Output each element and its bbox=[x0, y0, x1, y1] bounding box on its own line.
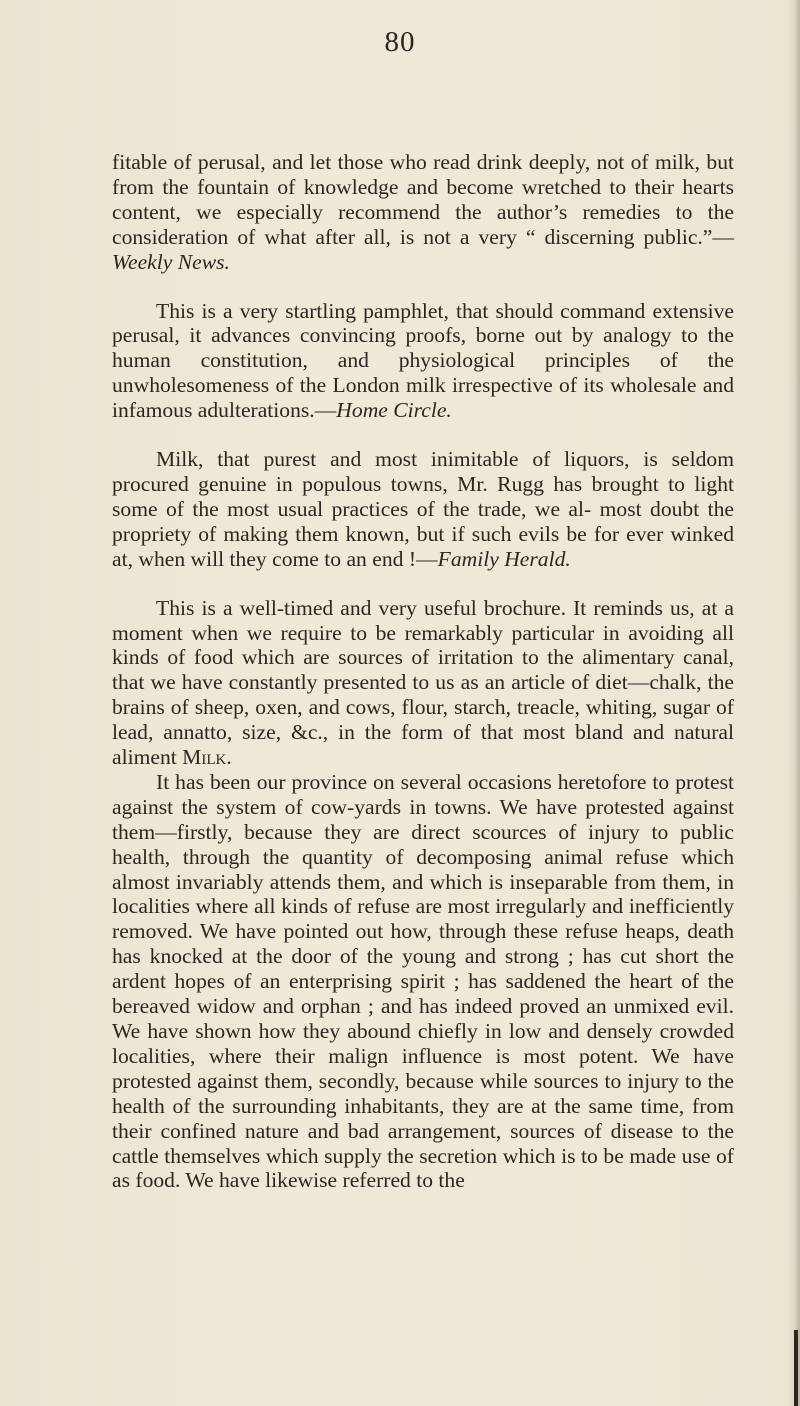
review-paragraph-brochure bbox=[112, 596, 734, 770]
review-paragraph-cow-yards bbox=[112, 770, 734, 1193]
source-citation: Home Circle. bbox=[336, 398, 452, 423]
paragraph-text: fitable of perusal, and let those who read drink deeply, not of milk, but from the fountain of knowledge and become wretched to their hearts content, we especially recommend the author’s remedies to the consideration of what after all, is not a very “ discerning public.”— bbox=[112, 150, 734, 249]
paragraph-text: This is a very startling pamphlet, that should command extensive perusal, it advances convincing proofs, borne out by analogy to the human constitution, and physiological principles of the unwholesomeness of the London milk irrespective of its wholesale and infamous adulterations.— bbox=[112, 298, 734, 423]
body-text bbox=[112, 150, 734, 1193]
paragraph-text: It has been our province on several occasions heretofore to protest against the system of cow-yards in towns. We have protested against them—firstly, because they are direct scources of injury to public health, through the quantity of decomposing animal refuse which almost invariably attends them, and which is inseparable from them, in localities where all kinds of refuse are most irregularly and inefficiently removed. We have pointed out how, through these refuse heaps, death has knocked at the door of the young and strong ; has cut short the ardent hopes of an enterprising spirit ; has saddened the heart of the bereaved widow and orphan ; and has indeed proved an unmixed evil. We have shown how they abound chiefly in low and densely crowded localities, where their malign influence is most potent. We have protested against them, secondly, because while sources to injury to the health of the surrounding inhabitants, they are at the same time, from their confined nature and bad arrangement, sources of disease to the cattle themselves which supply the secretion which is to be made use of as food. We have likewise referred to the bbox=[112, 769, 734, 1193]
source-citation: Family Herald. bbox=[437, 546, 571, 571]
paragraph-text: This is a well-timed and very useful brochure. It reminds us, at a moment when we require to be remarkably particular in avoiding all kinds of food which are sources of irritation to the alimentary canal, that we have constantly presented to us as an article of diet—chalk, the brains of sheep, oxen, and cows, flour, starch, treacle, whiting, sugar of lead, annatto, size, &c., in the form of that most bland and natural aliment bbox=[112, 595, 734, 770]
review-paragraph-family-herald bbox=[112, 447, 734, 572]
page-number: 80 bbox=[384, 26, 416, 58]
review-paragraph-home-circle bbox=[112, 299, 734, 424]
page-edge-mark bbox=[794, 1330, 798, 1406]
source-citation: Weekly News. bbox=[112, 249, 230, 274]
paragraph-text: Milk, that purest and most inimitable of liquors, is seldom procured genuine in populous towns, Mr. Rugg has brought to light some of the most usual practices of the trade, we al- most doubt the propriety of making them known, but if such evils be for ever winked at, when will they come to an end !— bbox=[112, 447, 734, 571]
emphasis-milk: Milk. bbox=[182, 745, 232, 770]
page-edge-shadow bbox=[786, 0, 800, 1406]
review-paragraph-weekly-news bbox=[112, 150, 734, 275]
